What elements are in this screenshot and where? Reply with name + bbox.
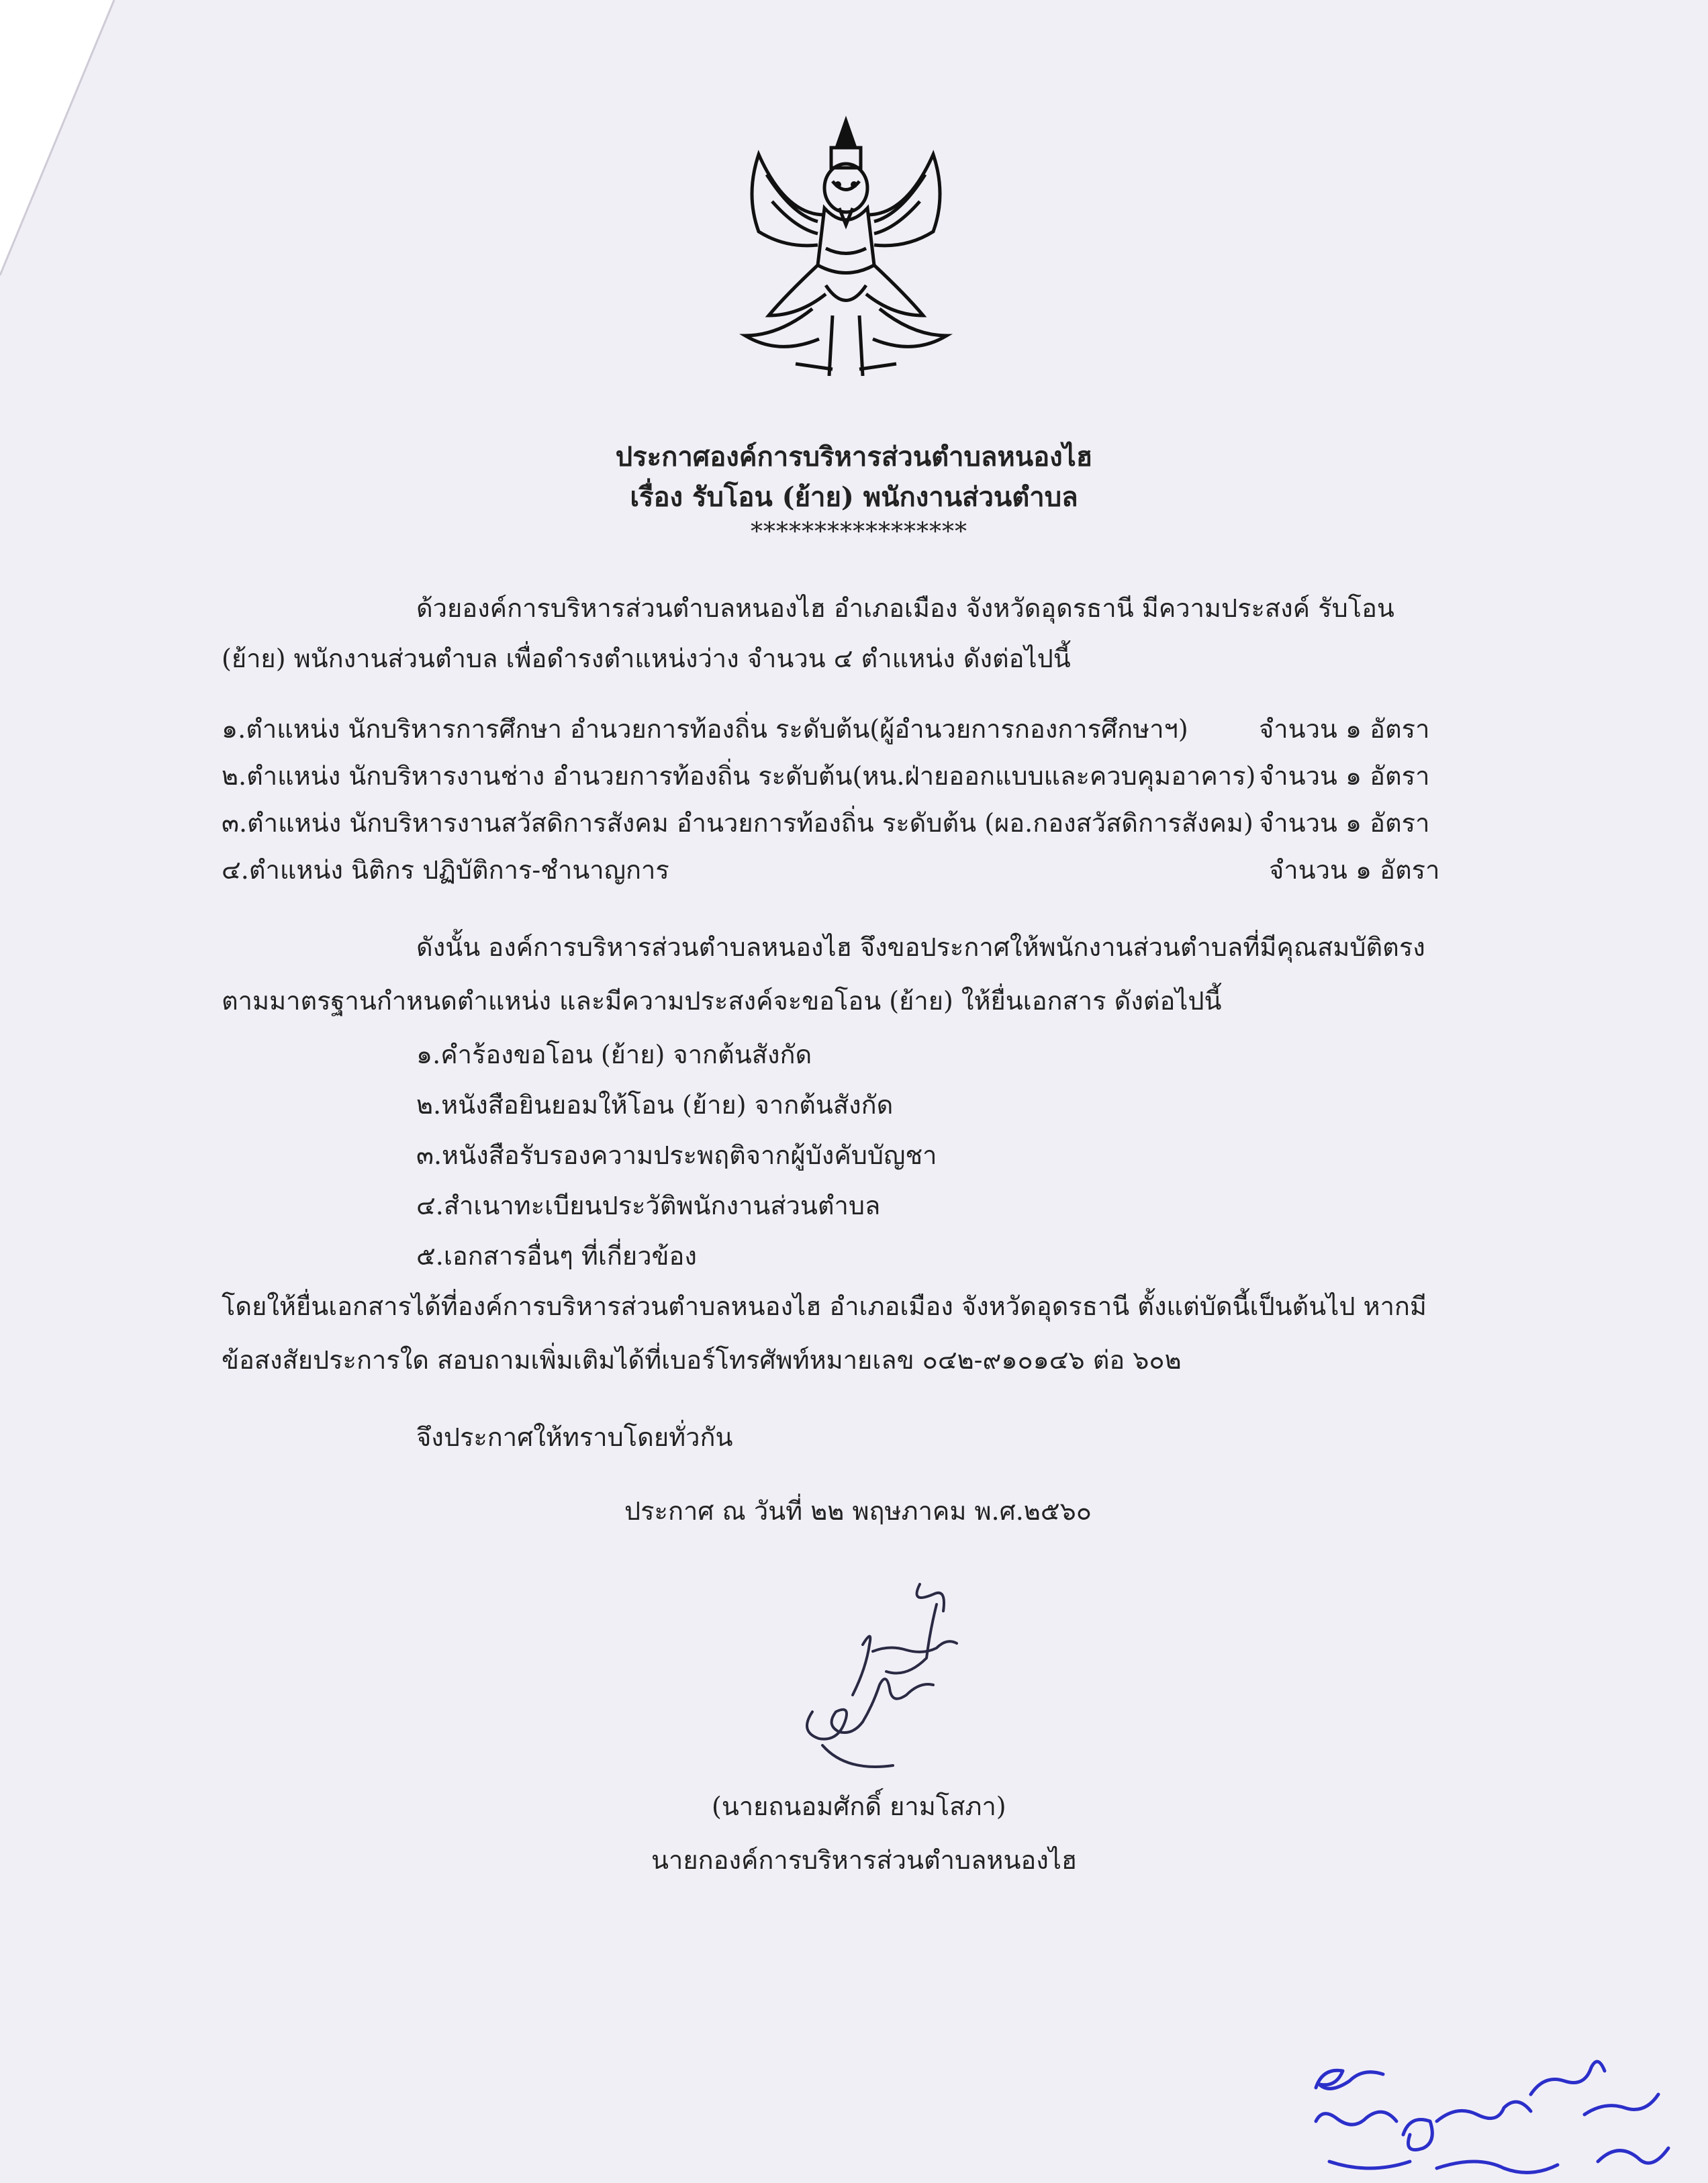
position-item-3-count: จำนวน ๑ อัตรา [1259, 808, 1430, 838]
document-item-5: ๕.เอกสารอื่นๆ ที่เกี่ยวข้อง [416, 1241, 697, 1271]
position-item-3-title: ๓.ตำแหน่ง นักบริหารงานสวัสดิการสังคม อำนวยการท้องถิ่น ระดับต้น (ผอ.กองสวัสดิการสังคม) [222, 808, 1253, 838]
position-item-1-title: ๑.ตำแหน่ง นักบริหารการศึกษา อำนวยการท้องถิ่น ระดับต้น(ผู้อำนวยการกองการศึกษาฯ) [222, 714, 1188, 744]
announcement-date: ประกาศ ณ วันที่ ๒๒ พฤษภาคม พ.ศ.๒๕๖๐ [624, 1496, 1092, 1526]
position-item-2-title: ๒.ตำแหน่ง นักบริหารงานช่าง อำนวยการท้องถิ่น ระดับต้น(หน.ฝ่ายออกแบบและควบคุมอาคาร) [222, 761, 1256, 791]
document-item-4: ๔.สำเนาทะเบียนประวัติพนักงานส่วนตำบล [416, 1191, 881, 1220]
signature-icon [772, 1571, 1014, 1792]
document-item-1: ๑.คำร้องขอโอน (ย้าย) จากต้นสังกัด [416, 1040, 812, 1069]
position-item-4-count: จำนวน ๑ อัตรา [1269, 855, 1440, 885]
submission-line-2: ข้อสงสัยประการใด สอบถามเพิ่มเติมได้ที่เบอร์โทรศัพท์หมายเลข ๐๔๒-๙๑๐๑๔๖ ต่อ ๖๐๒ [222, 1345, 1182, 1375]
position-item-2-count: จำนวน ๑ อัตรา [1259, 761, 1430, 791]
intro-line-1: ด้วยองค์การบริหารส่วนตำบลหนองไฮ อำเภอเมือง จังหวัดอุดรธานี มีความประสงค์ รับโอน [416, 593, 1394, 623]
announcement-title: ประกาศองค์การบริหารส่วนตำบลหนองไฮ [615, 441, 1093, 473]
closing-announcement: จึงประกาศให้ทราบโดยทั่วกัน [416, 1422, 733, 1452]
document-item-2: ๒.หนังสือยินยอมให้โอน (ย้าย) จากต้นสังกัด [416, 1090, 894, 1120]
requirement-line-1: ดังนั้น องค์การบริหารส่วนตำบลหนองไฮ จึงขอประกาศให้พนักงานส่วนตำบลที่มีคุณสมบัติตรง [416, 932, 1425, 962]
requirement-line-2: ตามมาตรฐานกำหนดตำแหน่ง และมีความประสงค์จะขอโอน (ย้าย) ให้ยื่นเอกสาร ดังต่อไปนี้ [222, 986, 1222, 1016]
signatory-position: นายกองค์การบริหารส่วนตำบลหนองไฮ [651, 1845, 1078, 1875]
announcement-subject: เรื่อง รับโอน (ย้าย) พนักงานส่วนตำบล [630, 481, 1078, 513]
submission-line-1: โดยให้ยื่นเอกสารได้ที่องค์การบริหารส่วนตำบลหนองไฮ อำเภอเมือง จังหวัดอุดรธานี ตั้งแต่บัดนี้เป็นต้นไป หากมี [222, 1292, 1427, 1321]
intro-line-2: (ย้าย) พนักงานส่วนตำบล เพื่อดำรงตำแหน่งว่าง จำนวน ๔ ตำแหน่ง ดังต่อไปนี้ [222, 644, 1071, 673]
title-separator: ***************** [751, 518, 967, 546]
handwritten-initials-icon [1302, 2041, 1678, 2183]
position-item-4-title: ๔.ตำแหน่ง นิติกร ปฏิบัติการ-ชำนาญการ [222, 855, 669, 885]
signatory-name: (นายถนอมศักดิ์ ยามโสภา) [712, 1792, 1006, 1821]
garuda-emblem-icon [732, 114, 960, 383]
position-item-1-count: จำนวน ๑ อัตรา [1259, 714, 1430, 744]
document-item-3: ๓.หนังสือรับรองความประพฤติจากผู้บังคับบัญชา [416, 1141, 937, 1170]
